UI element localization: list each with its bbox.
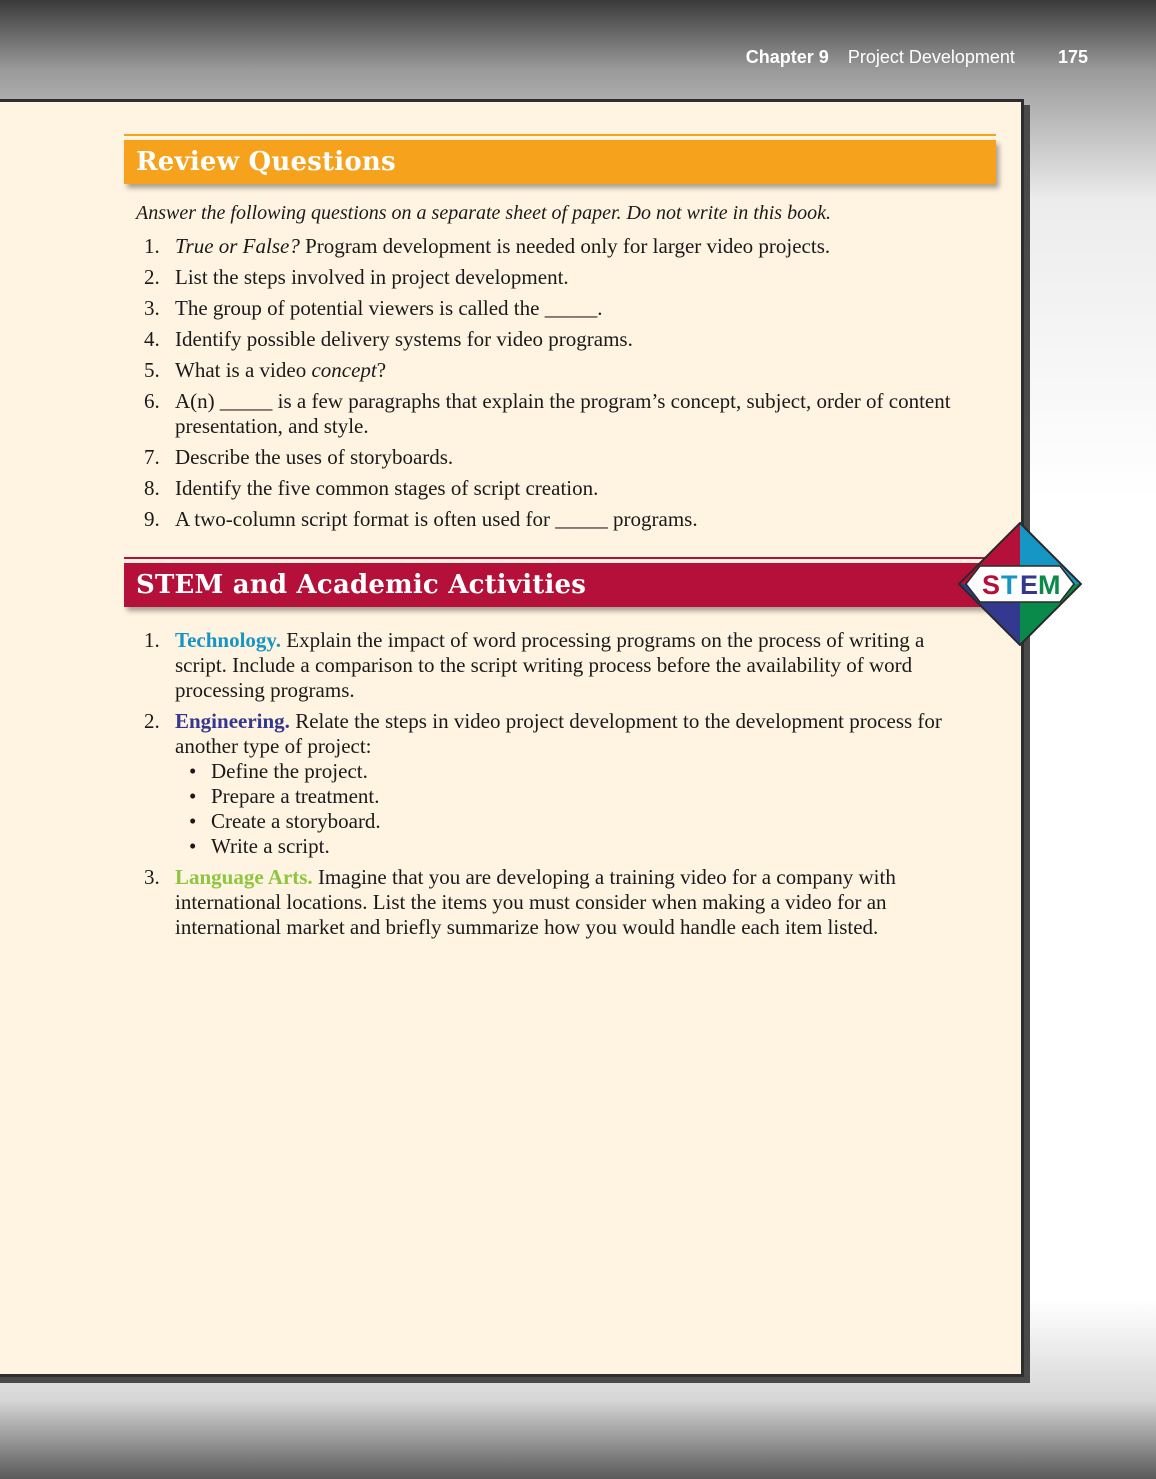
review-question-7 bbox=[144, 445, 994, 470]
bullet-text: Create a storyboard. bbox=[211, 809, 381, 833]
chapter-label: Chapter 9 bbox=[745, 47, 829, 67]
true-false-label: True or False? bbox=[175, 234, 300, 258]
stem-activities-banner bbox=[124, 563, 1004, 607]
bullet-icon: • bbox=[189, 834, 197, 858]
running-head bbox=[0, 47, 1088, 68]
banner-rule bbox=[124, 134, 996, 136]
badge-letter-e: E bbox=[1020, 570, 1039, 600]
stem-badge-icon bbox=[958, 522, 1082, 646]
review-questions-banner bbox=[124, 140, 996, 184]
question-number: 9. bbox=[144, 507, 160, 531]
bullet-text: Prepare a treatment. bbox=[211, 784, 380, 808]
chapter-title: Project Development bbox=[847, 47, 1015, 67]
question-number: 5. bbox=[144, 358, 160, 382]
activity-number: 3. bbox=[144, 865, 160, 889]
question-text: A(n) _____ is a few paragraphs that explain the program’s concept, subject, order of content presentation, and style. bbox=[175, 389, 951, 438]
question-mark: ? bbox=[376, 358, 387, 382]
language-arts-label: Language Arts. bbox=[175, 865, 313, 889]
question-text: List the steps involved in project development. bbox=[175, 265, 569, 289]
review-question-1 bbox=[144, 234, 994, 259]
banner-rule bbox=[124, 557, 1004, 559]
bullet-icon: • bbox=[189, 759, 197, 783]
question-number: 4. bbox=[144, 327, 160, 351]
review-question-9 bbox=[144, 507, 994, 532]
bullet-icon: • bbox=[189, 784, 197, 808]
review-instructions: Answer the following questions on a separate sheet of paper. Do not write in this book. bbox=[136, 202, 831, 224]
stem-activity-3 bbox=[144, 865, 964, 940]
list-item bbox=[175, 834, 964, 859]
stem-activity-2 bbox=[144, 709, 964, 859]
badge-letter-s: S bbox=[982, 570, 1001, 600]
question-number: 3. bbox=[144, 296, 160, 320]
engineering-label: Engineering. bbox=[175, 709, 290, 733]
question-text: A two-column script format is often used for _____ programs. bbox=[175, 507, 698, 531]
activity-text: Explain the impact of word processing programs on the process of writing a script. Include a comparison to the script writing process before the availability of word processing programs. bbox=[175, 628, 925, 702]
list-item bbox=[175, 809, 964, 834]
badge-letter-t: T bbox=[1001, 570, 1018, 600]
review-question-4 bbox=[144, 327, 994, 352]
list-item bbox=[175, 784, 964, 809]
list-item bbox=[175, 759, 964, 784]
activity-number: 1. bbox=[144, 628, 160, 652]
question-number: 8. bbox=[144, 476, 160, 500]
stem-activities-list bbox=[144, 628, 964, 946]
review-question-2 bbox=[144, 265, 994, 290]
question-text: Identify possible delivery systems for video programs. bbox=[175, 327, 633, 351]
review-questions-list bbox=[144, 234, 994, 538]
concept-term: concept bbox=[311, 358, 377, 382]
technology-label: Technology. bbox=[175, 628, 282, 652]
bullet-icon: • bbox=[189, 809, 197, 833]
review-question-5 bbox=[144, 358, 994, 383]
bullet-text: Write a script. bbox=[211, 834, 330, 858]
activity-number: 2. bbox=[144, 709, 160, 733]
review-question-6 bbox=[144, 389, 994, 439]
question-number: 7. bbox=[144, 445, 160, 469]
activity-text: Imagine that you are developing a training video for a company with international locations. List the items you must consider when making a video for an international market and briefly summarize how you would handle each item listed. bbox=[175, 865, 896, 939]
badge-letter-m: M bbox=[1038, 570, 1061, 600]
engineering-bullet-list bbox=[175, 759, 964, 859]
activity-text: Relate the steps in video project development to the development process for another type of project: bbox=[175, 709, 942, 758]
question-number: 6. bbox=[144, 389, 160, 413]
question-text: Program development is needed only for larger video projects. bbox=[299, 234, 831, 258]
question-number: 2. bbox=[144, 265, 160, 289]
question-number: 1. bbox=[144, 234, 160, 258]
stem-activities-heading: STEM and Academic Activities bbox=[136, 570, 587, 600]
page-number: 175 bbox=[1057, 47, 1088, 67]
review-question-8 bbox=[144, 476, 994, 501]
review-questions-heading: Review Questions bbox=[136, 147, 396, 177]
question-text: Describe the uses of storyboards. bbox=[175, 445, 454, 469]
bullet-text: Define the project. bbox=[211, 759, 368, 783]
question-text: Identify the five common stages of script creation. bbox=[175, 476, 599, 500]
review-question-3 bbox=[144, 296, 994, 321]
stem-activity-1 bbox=[144, 628, 964, 703]
question-text: The group of potential viewers is called the _____. bbox=[175, 296, 603, 320]
question-text: What is a video bbox=[175, 358, 312, 382]
